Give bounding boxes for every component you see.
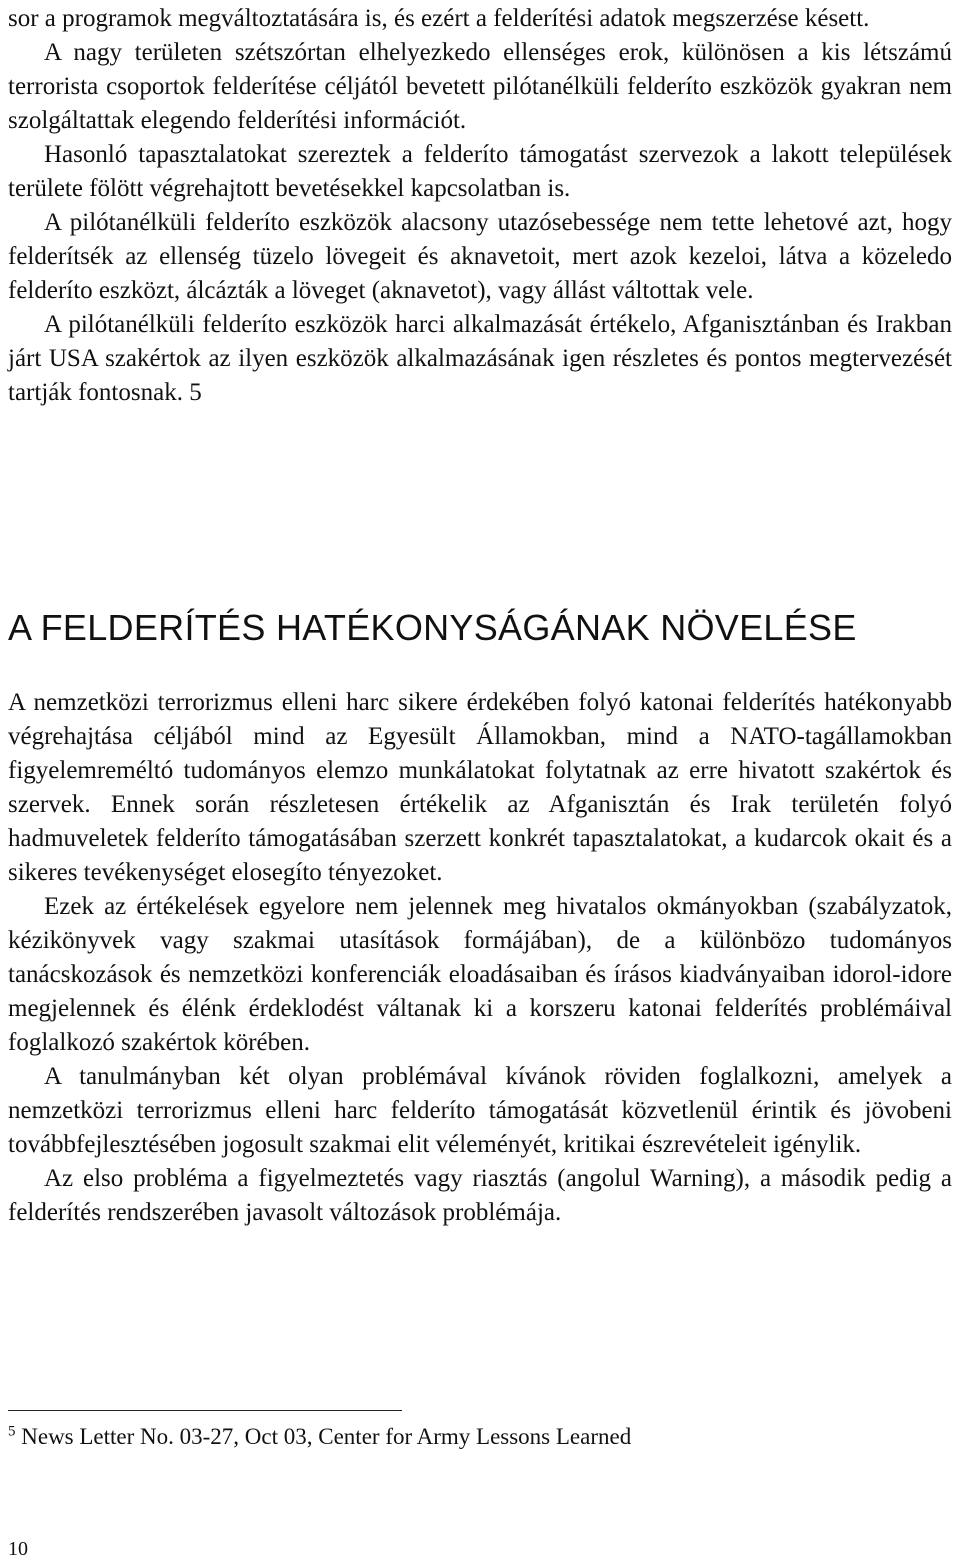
footnote-text: News Letter No. 03-27, Oct 03, Center for Army Lessons Learned: [21, 1424, 632, 1449]
paragraph-first-problem: Az elso probléma a figyelmeztetés vagy riasztás (angolul Warning), a második pedig a felderítés rendszerében javasolt változások problémája.: [8, 1165, 952, 1226]
paragraph-study-problems: A tanulmányban két olyan problémával kívánok röviden foglalkozni, amelyek a nemzetközi terrorizmus elleni harc felderíto támogatását közvetlenül érintik és jövobeni továbbfejlesztésében jogosult szakmai elit véleményét, kritikai észrevételeit igénylik.: [8, 1063, 952, 1158]
footnote-reference: 5: [189, 379, 202, 406]
top-text-block: [8, 2, 952, 410]
paragraph-usa-experts-text: A pilótanélküli felderíto eszközök harci alkalmazását értékelo, Afganisztánban és Irakban járt USA szakértok az ilyen eszközök alkalmazásának igen részletes és pontos megtervezését tartják fontosnak.: [8, 311, 952, 406]
paragraph-urban-experience: Hasonló tapasztalatokat szereztek a felderíto támogatást szervezok a lakott települések területe fölött végrehajtott bevetésekkel kapcsolatban is.: [8, 141, 952, 202]
footnote-number: 5: [8, 1423, 16, 1440]
paragraph-continuation: sor a programok megváltoztatására is, és ezért a felderítési adatok megszerzése késett.: [8, 5, 870, 32]
page-number: 10: [8, 1538, 28, 1560]
paragraph-low-speed: A pilótanélküli felderíto eszközök alacsony utazósebessége nem tette lehetové azt, hogy felderítsék az ellenség tüzelo lövegeit és aknavetoit, mert azok kezeloi, látva a közeledo felderíto eszközt, álcázták a löveget (aknavetot), vagy állást váltottak vele.: [8, 209, 952, 304]
section-text-block: [8, 686, 952, 1230]
paragraph-uav-insufficient: A nagy területen szétszórtan elhelyezkedo ellenséges erok, különösen a kis létszámú terrorista csoportok felderítése céljától bevetett pilótanélküli felderíto eszközök gyakran nem szolgáltattak elegendo felderítési információt.: [8, 39, 952, 134]
footnote: [8, 1422, 631, 1452]
paragraph-evaluations: Ezek az értékelések egyelore nem jelennek meg hivatalos okmányokban (szabályzatok, kézikönyvek vagy szakmai utasítások formájában), de a különbözo tudományos tanácskozások és nemzetközi konferenciák eloadásaiban és írásos kiadványaiban idorol-idore megjelennek és élénk érdeklodést váltanak ki a korszeru katonai felderítés problémáival foglalkozó szakértok körében.: [8, 893, 952, 1056]
footnote-divider: [8, 1410, 402, 1411]
paragraph-international-analysis: A nemzetközi terrorizmus elleni harc sikere érdekében folyó katonai felderítés hatékonyabb végrehajtása céljából mind az Egyesült Államokban, mind a NATO-tagállamokban figyelemreméltó tudományos elemzo munkálatokat folytatnak az erre hivatott szakértok és szervek. Ennek során részletesen értékelik az Afganisztán és Irak területén folyó hadmuveletek felderíto támogatásában szerzett konkrét tapasztalatokat, a kudarcok okait és a sikeres tevékenységet elosegíto tényezoket.: [8, 689, 952, 886]
paragraph-usa-experts: [8, 308, 952, 410]
section-heading: A FELDERÍTÉS HATÉKONYSÁGÁNAK NÖVELÉSE: [8, 607, 857, 648]
